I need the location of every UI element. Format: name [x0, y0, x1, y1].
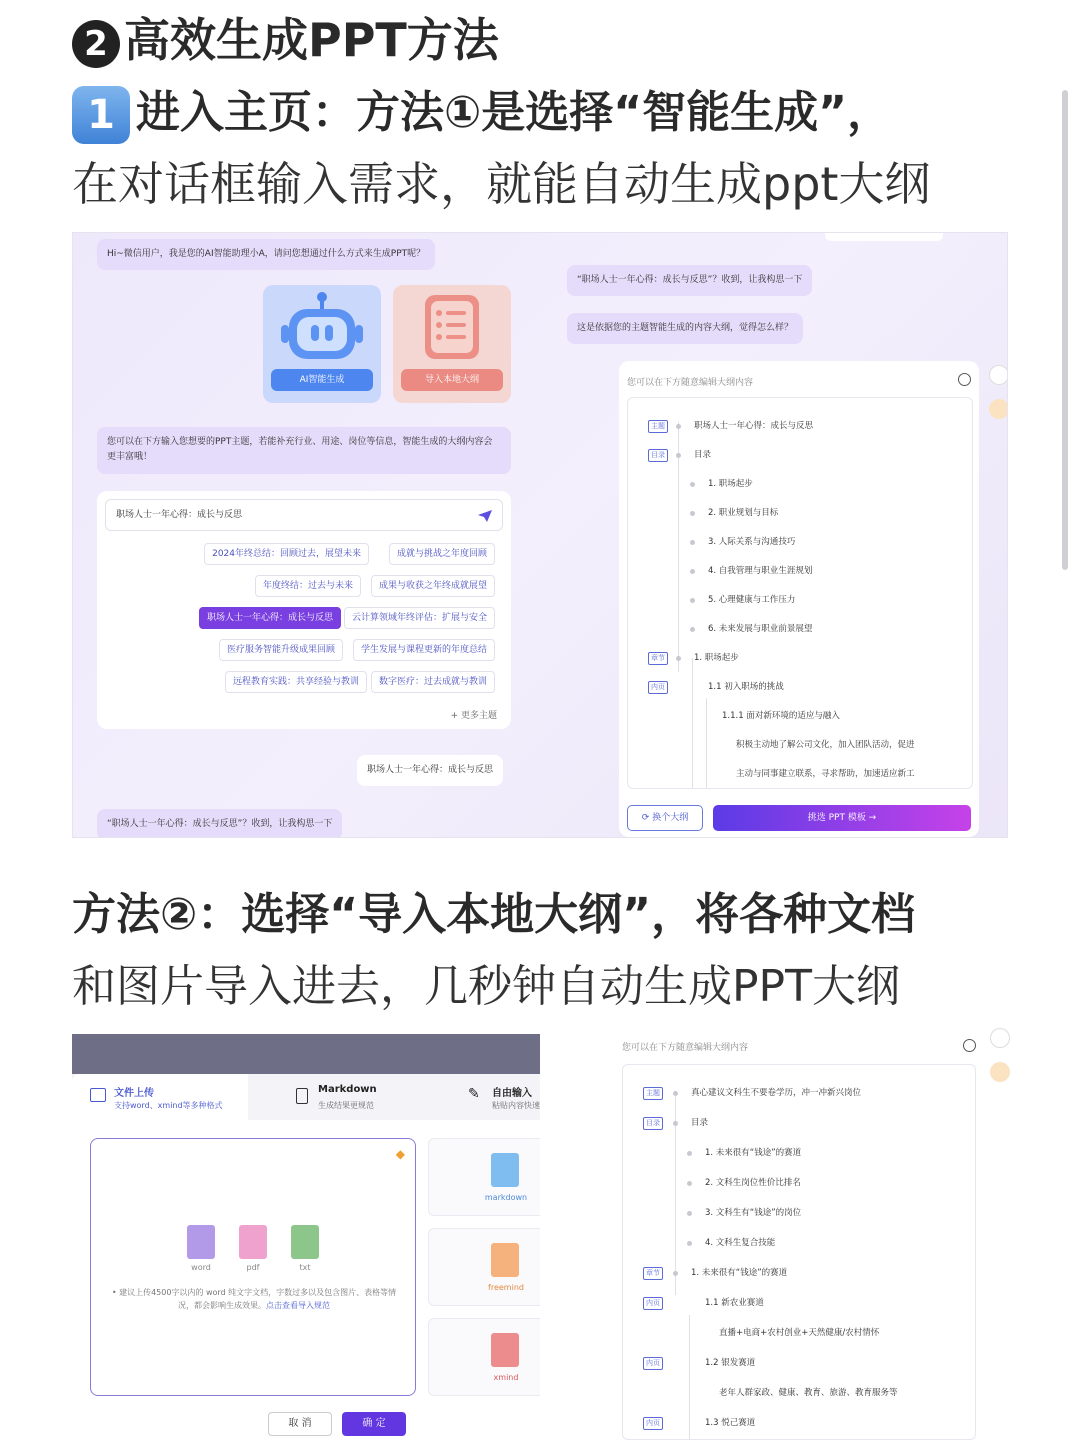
topic-chip[interactable]: 远程教育实践：共享经验与教训 [225, 671, 367, 693]
confirm-button[interactable]: 确 定 [342, 1412, 406, 1436]
diamond-icon: ◆ [395, 1147, 405, 1161]
pdf-file-icon [239, 1225, 267, 1259]
cancel-button[interactable]: 取 消 [268, 1412, 332, 1436]
outline-tree [622, 1064, 976, 1440]
dimmed-backdrop [72, 1034, 540, 1074]
outline-tag: 章节 [648, 652, 668, 665]
outline-row-text: 3. 文科生有“钱途”的岗位 [705, 1208, 802, 1218]
topic-chip[interactable]: 学生发展与课程更新的年度总结 [353, 639, 495, 661]
topic-chip-selected[interactable]: 职场人士一年心得：成长与反思 [199, 607, 341, 629]
tab-markdown[interactable]: Markdown 生成结果更规范 [248, 1074, 424, 1120]
markdown-caption: markdown [484, 1193, 528, 1202]
topic-chip[interactable]: 云计算领域年终评估：扩展与安全 [344, 607, 495, 629]
outline-row-text: 1.3 悦己赛道 [705, 1418, 756, 1428]
topic-chip[interactable]: 成果与收获之年终成就展望 [371, 575, 495, 597]
document-list-icon [393, 285, 511, 371]
more-topics-link[interactable]: + 更多主题 [450, 711, 497, 721]
keycap-number-icon: 1 [72, 86, 130, 144]
heading-description-2: 和图片导入进去，几秒钟自动生成PPT大纲 [72, 961, 900, 1012]
outline-row-text: 3. 人际关系与沟通技巧 [708, 537, 796, 547]
xmind-file-icon [491, 1333, 519, 1367]
outline-tag: 内页 [648, 681, 668, 694]
upload-note: • 建议上传4500字以内的 word 纯文字文档，字数过多以及包含图片、表格等情况，都会影响生成效果。点击查看导入规范 [111, 1288, 397, 1310]
outline-row-text: 1.1 初入职场的挑战 [708, 682, 784, 692]
bot-reply-bubble: “职场人士一年心得：成长与反思”？收到，让我构思一下 [97, 809, 342, 838]
send-icon[interactable] [477, 509, 493, 523]
refresh-icon: ⟳ [641, 813, 653, 823]
heading-method-2 [72, 4, 499, 70]
compass-icon[interactable] [958, 373, 971, 386]
edit-icon[interactable] [989, 399, 1008, 419]
file-drop-zone[interactable] [90, 1138, 416, 1396]
freemind-format-card[interactable] [428, 1228, 540, 1306]
outline-tag: 主题 [648, 420, 668, 433]
page-scrollbar[interactable] [1062, 90, 1068, 570]
outline-row-text: 1. 未来很有“钱途”的赛道 [705, 1148, 802, 1158]
outline-row-text: 积极主动地了解公司文化，加入团队活动，促进 [736, 740, 915, 750]
import-local-outline-card[interactable] [393, 285, 511, 403]
outline-row-text: 4. 自我管理与职业生涯规划 [708, 566, 813, 576]
ai-generate-card[interactable] [263, 285, 381, 403]
bot-reply-bubble: “职场人士一年心得：成长与反思”？收到，让我构思一下 [567, 265, 812, 296]
xmind-format-card[interactable] [428, 1318, 540, 1396]
topic-chip[interactable]: 2024年终总结：回顾过去，展望未来 [204, 543, 369, 565]
swap-outline-button[interactable]: ⟳ 换个大纲 [627, 805, 703, 831]
topic-chip[interactable]: 数字医疗：过去成就与教训 [371, 671, 495, 693]
outline-tag: 目录 [643, 1117, 663, 1130]
outline-tag: 主题 [643, 1087, 663, 1100]
screenshot-imported-outline [612, 1034, 986, 1440]
palette-icon[interactable] [990, 1028, 1010, 1048]
outline-row-text: 5. 心理健康与工作压力 [708, 595, 796, 605]
outline-row-text: 1. 职场起步 [708, 479, 753, 489]
heading-method-2-detail: 方法②：选择“导入本地大纲”，将各种文档 [72, 889, 916, 940]
heading-text: 进入主页：方法①是选择“智能生成”， [136, 87, 892, 138]
pen-icon: ✎ [468, 1086, 480, 1102]
heading-text: 高效生成PPT方法 [124, 13, 499, 67]
outline-row-text: 老年人群家政、健康、教育、旅游、教育服务等 [719, 1388, 898, 1398]
outline-tag: 章节 [643, 1267, 663, 1280]
pick-ppt-template-button[interactable]: 挑选 PPT 模板 → [713, 805, 971, 831]
topic-chip[interactable]: 成就与挑战之年度回顾 [389, 543, 495, 565]
outline-row-text: 1.1.1 面对新环境的适应与融入 [722, 711, 840, 721]
outline-row-text: 真心建议文科生不要卷学历，冲一冲新兴岗位 [691, 1088, 862, 1098]
outline-tag: 内页 [643, 1417, 663, 1430]
txt-caption: txt [299, 1263, 311, 1272]
outline-editor-title: 您可以在下方随意编辑大纲内容 [627, 378, 754, 388]
pdf-caption: pdf [246, 1263, 260, 1272]
outline-row-text: 1. 未来很有“钱途”的赛道 [691, 1268, 788, 1278]
edit-icon[interactable] [990, 1062, 1010, 1082]
tab-free-input[interactable]: ✎ 自由输入 粘贴内容快速 [424, 1074, 540, 1120]
outline-row-text: 6. 未来发展与职业前景展望 [708, 624, 813, 634]
tab-upload[interactable]: 文件上传 支持word、xmind等多种格式 [72, 1074, 248, 1120]
markdown-icon [296, 1088, 308, 1104]
freemind-caption: freemind [488, 1283, 524, 1292]
outline-row-text: 1. 职场起步 [694, 653, 739, 663]
outline-row-text: 1.1 新农业赛道 [705, 1298, 764, 1308]
outline-row-text: 目录 [691, 1118, 709, 1128]
import-local-outline-button[interactable]: 导入本地大纲 [401, 369, 503, 391]
topic-input[interactable]: 职场人士一年心得：成长与反思 [105, 499, 503, 531]
outline-row-text: 目录 [694, 450, 712, 460]
xmind-caption: xmind [493, 1373, 519, 1382]
outline-row-text: 职场人士一年心得：成长与反思 [694, 421, 814, 431]
import-modal [72, 1074, 540, 1440]
outline-tag: 内页 [643, 1357, 663, 1370]
topic-chip[interactable]: 医疗服务智能升级成果回顾 [219, 639, 343, 661]
screenshot-import-dialog [72, 1034, 540, 1440]
outline-tag: 目录 [648, 449, 668, 462]
freemind-file-icon [491, 1243, 519, 1277]
side-toolbar [986, 1034, 1016, 1440]
outline-tag: 内页 [643, 1297, 663, 1310]
import-guide-link[interactable]: 点击查看导入规范 [266, 1300, 330, 1310]
outline-row-text: 主动与同事建立联系，寻求帮助，加速适应新工 [736, 769, 915, 779]
heading-description-1: 在对话框输入需求，就能自动生成ppt大纲 [72, 157, 931, 211]
markdown-format-card[interactable] [428, 1138, 540, 1216]
outline-editor-title: 您可以在下方随意编辑大纲内容 [622, 1043, 749, 1053]
palette-icon[interactable] [989, 365, 1008, 385]
screenshot-smart-generate [72, 232, 1008, 838]
compass-icon[interactable] [963, 1039, 976, 1052]
user-message-bubble: 职场人士一年心得：成长与反思 [357, 755, 503, 786]
upload-icon [90, 1088, 106, 1102]
bot-reply-bubble: 这是依据您的主题智能生成的内容大纲，觉得怎么样？ [567, 313, 803, 344]
outline-row-text: 4. 文科生复合技能 [705, 1238, 776, 1248]
txt-file-icon [291, 1225, 319, 1259]
robot-icon [263, 285, 381, 371]
outline-editor-panel [619, 361, 979, 837]
ai-generate-button[interactable]: AI智能生成 [271, 369, 373, 391]
topic-chip[interactable]: 年度终结：过去与未来 [255, 575, 361, 597]
outline-tree [627, 397, 973, 789]
heading-step-1 [72, 76, 891, 144]
top-panel-edge [825, 232, 943, 241]
word-file-icon [187, 1225, 215, 1259]
topic-input-panel [97, 491, 511, 729]
circle-number-icon: 2 [72, 20, 120, 68]
markdown-file-icon [491, 1153, 519, 1187]
outline-row-text: 直播+电商+农村创业+天然健康/农村情怀 [719, 1328, 880, 1338]
outline-row-text: 2. 文科生岗位性价比排名 [705, 1178, 801, 1188]
greeting-bubble: Hi~微信用户，我是您的AI智能助理小A，请问您想通过什么方式来生成PPT呢？ [97, 239, 435, 270]
hint-bubble: 您可以在下方输入您想要的PPT主题，若能补充行业、用途、岗位等信息，智能生成的大纲内容会更丰富哦！ [97, 427, 511, 474]
outline-row-text: 1.2 银发赛道 [705, 1358, 756, 1368]
word-caption: word [191, 1263, 211, 1272]
outline-row-text: 2. 职业规划与目标 [708, 508, 779, 518]
